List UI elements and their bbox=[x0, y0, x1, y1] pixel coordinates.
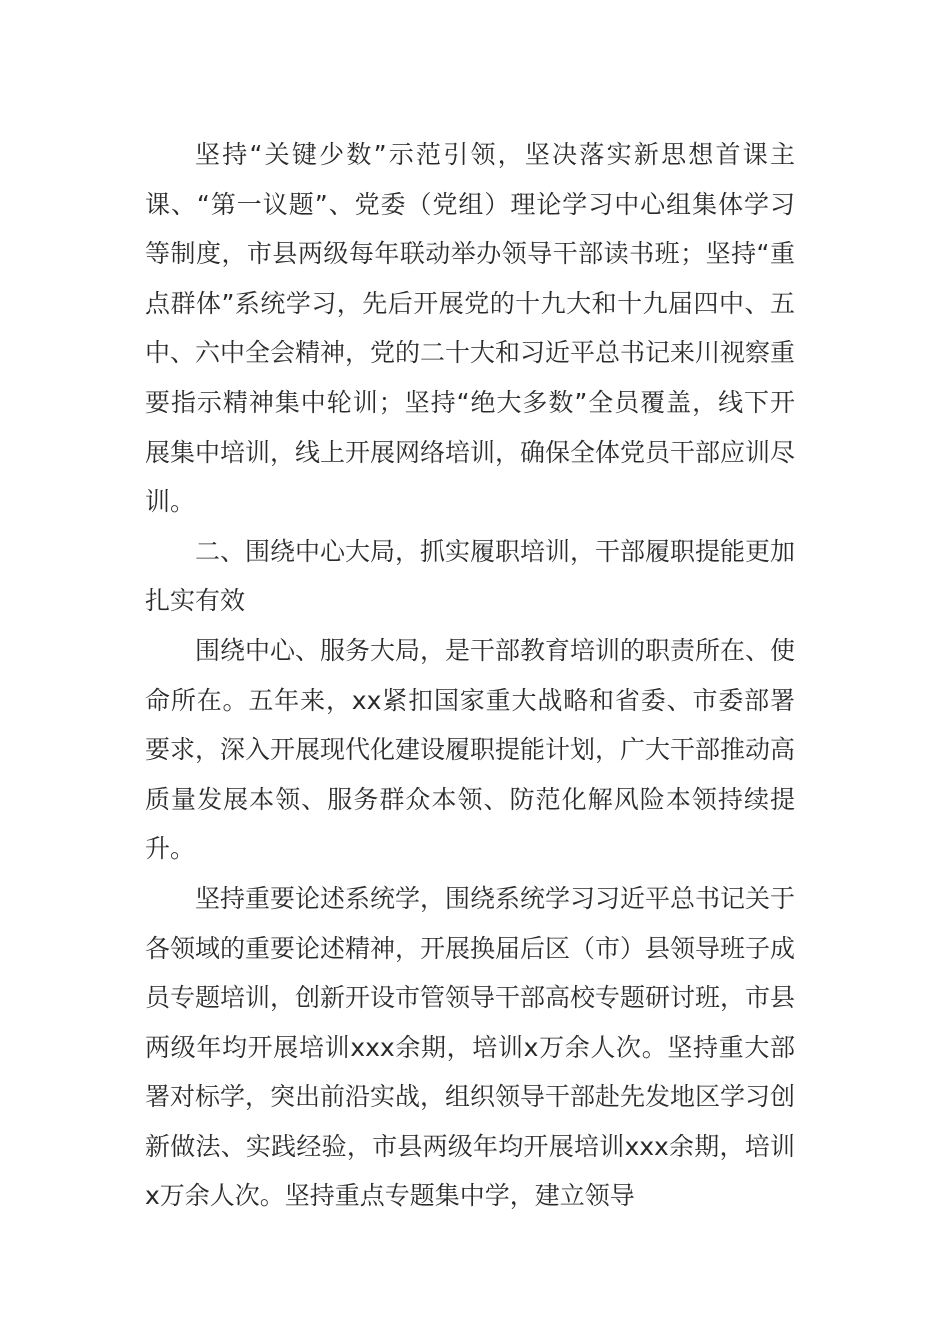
paragraph-serve-center: 围绕中心、服务大局，是干部教育培训的职责所在、使命所在。五年来，xx紧扣国家重大战略和省委、市委部署要求，深入开展现代化建设履职提能计划，广大干部推动高质量发展本领、服务群众本领、防范化解风险本领持续提升。 bbox=[145, 635, 796, 864]
section-heading-two: 二、围绕中心大局，抓实履职培训，干部履职提能更加扎实有效 bbox=[145, 536, 796, 616]
document-body bbox=[145, 130, 795, 1221]
paragraph-systematic-study: 坚持重要论述系统学，围绕系统学习习近平总书记关于各领域的重要论述精神，开展换届后区（市）县领导班子成员专题培训，创新开设市管领导干部高校专题研讨班，市县两级年均开展培训xxx余期，培训x万余人次。坚持重大部署对标学，突出前沿实战，组织领导干部赴先发地区学习创新做法、实践经验，市县两级年均开展培训xxx余期，培训x万余人次。坚持重点专题集中学，建立领导 bbox=[145, 883, 796, 1211]
paragraph-key-minority: 坚持“关键少数”示范引领，坚决落实新思想首课主课、“第一议题”、党委（党组）理论学习中心组集体学习等制度，市县两级每年联动举办领导干部读书班；坚持“重点群体”系统学习，先后开展党的十九大和十九届四中、五中、六中全会精神，党的二十大和习近平总书记来川视察重要指示精神集中轮训；坚持“绝大多数”全员覆盖，线下开展集中培训，线上开展网络培训，确保全体党员干部应训尽训。 bbox=[145, 140, 796, 517]
